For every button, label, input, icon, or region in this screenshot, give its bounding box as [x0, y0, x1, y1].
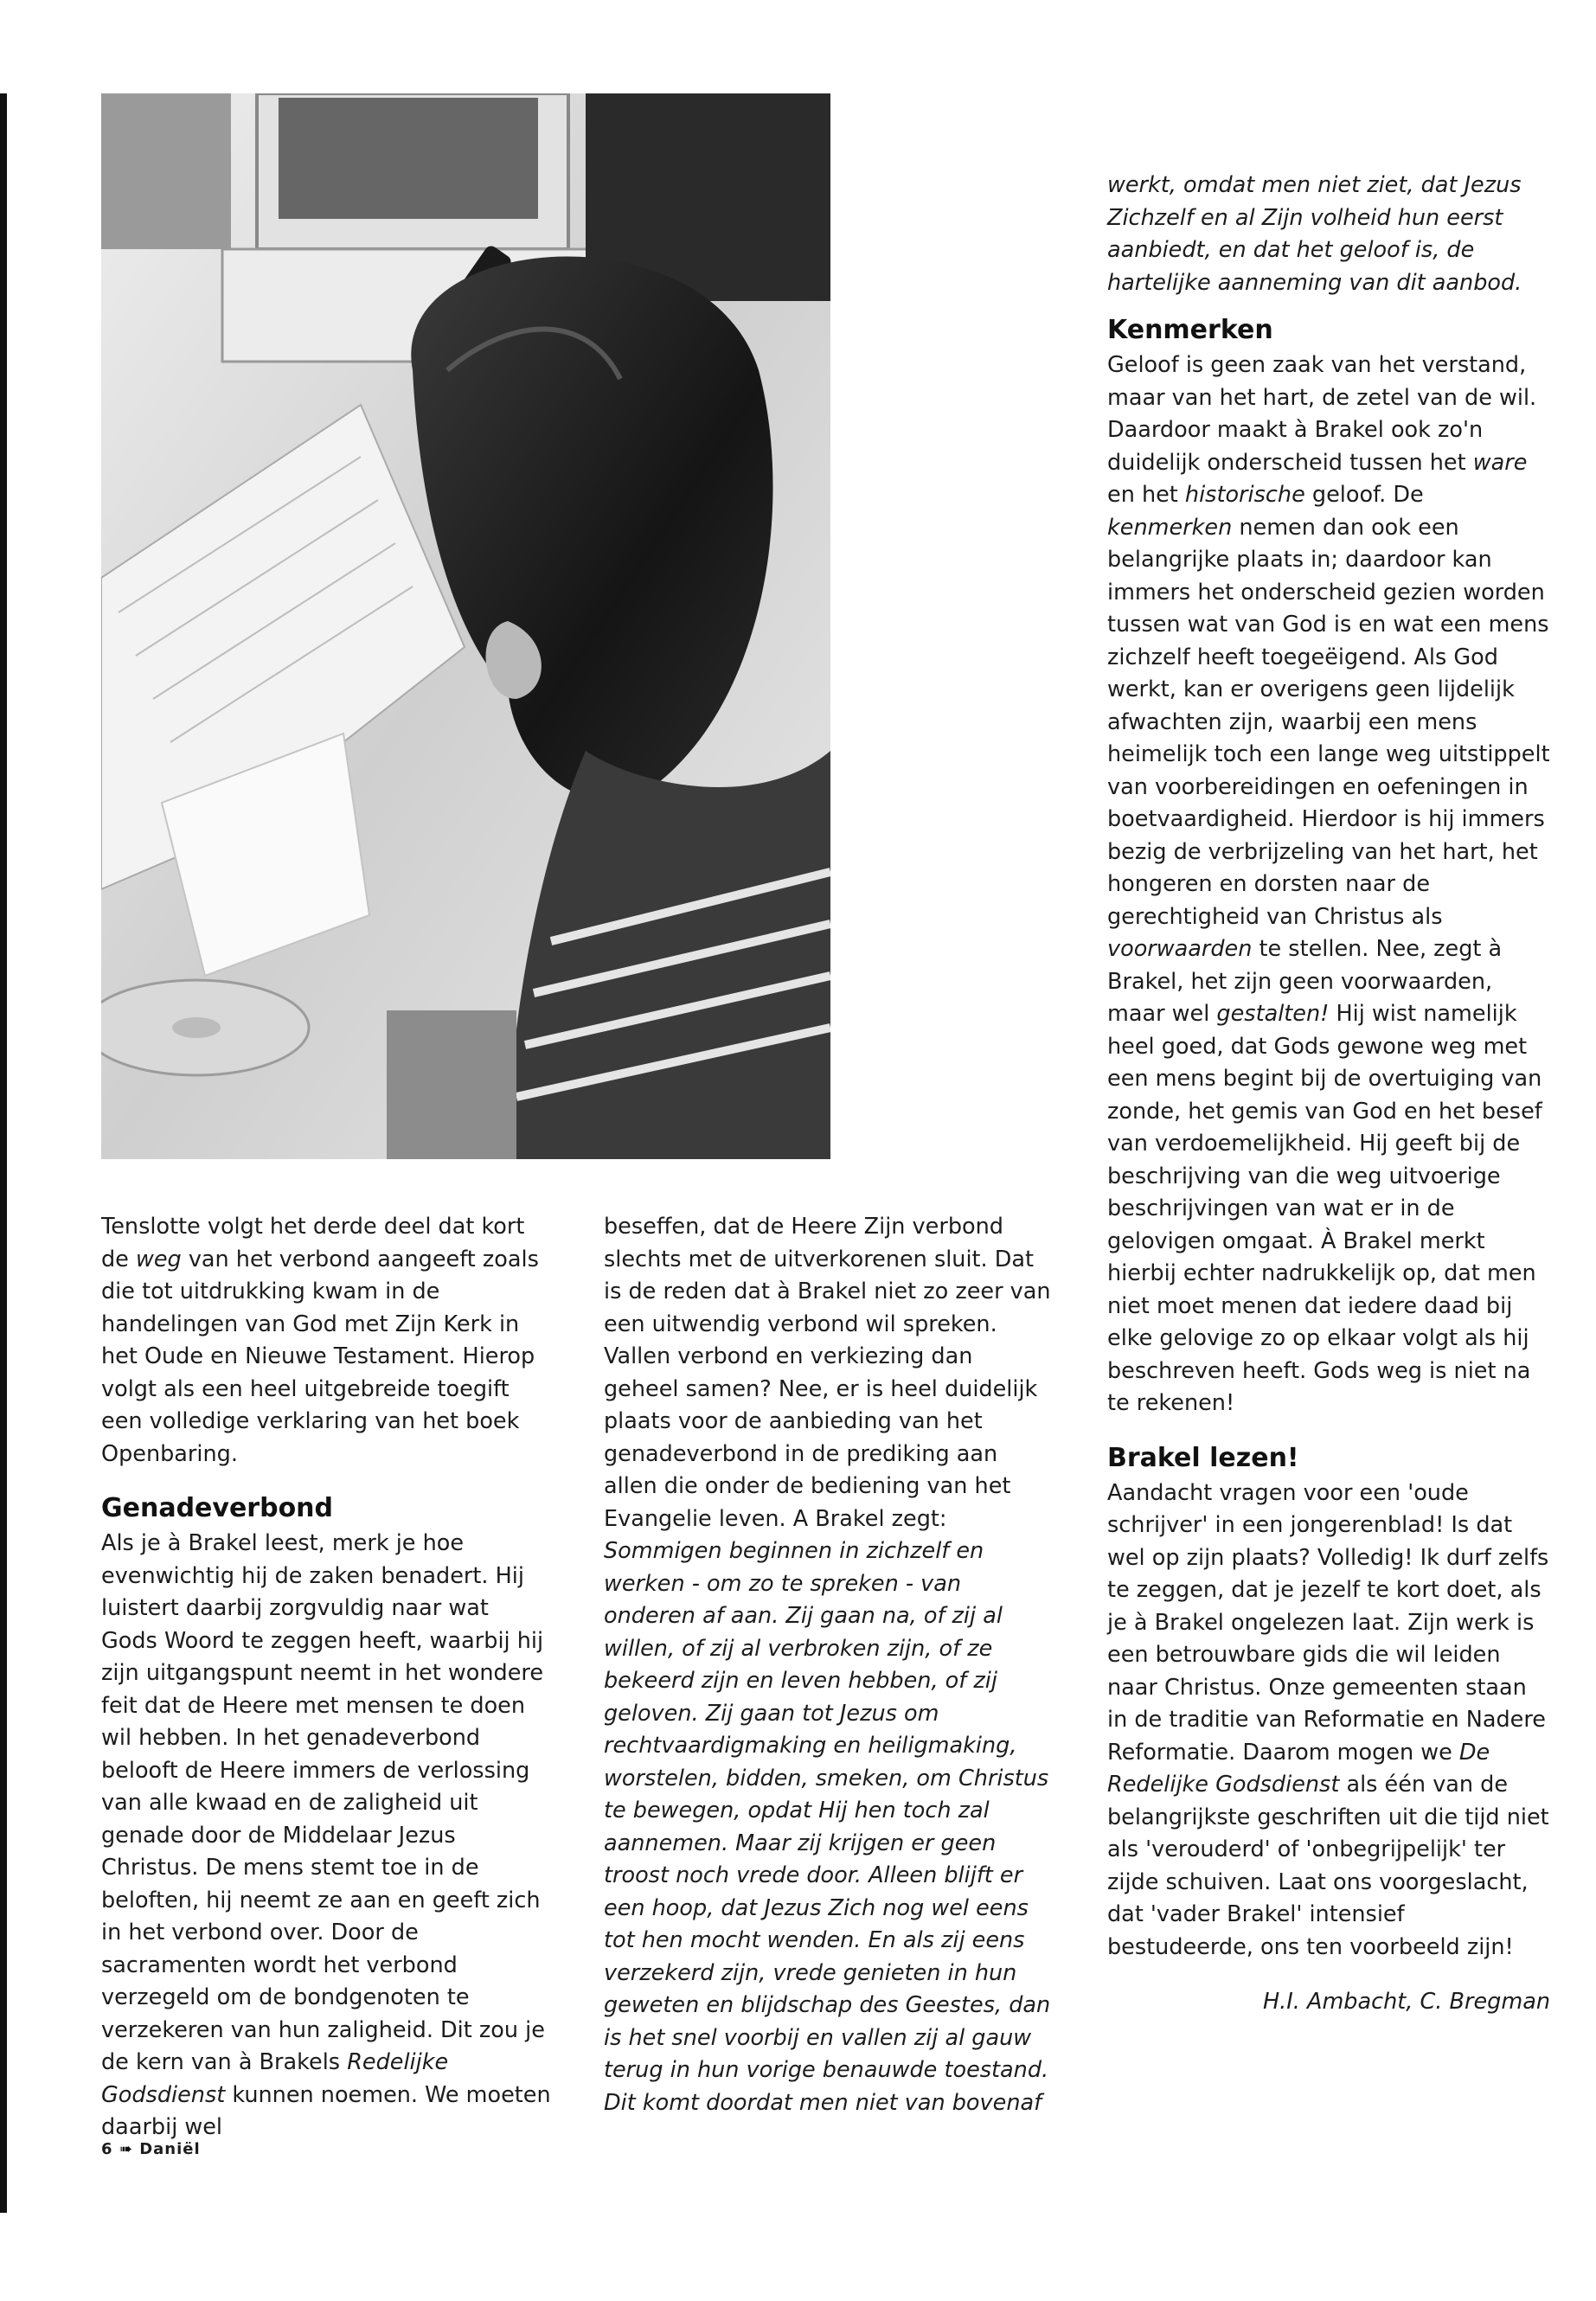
heading-genadeverbond: Genadeverbond — [101, 1493, 334, 1523]
paragraph-intro: Tenslotte volgt het derde deel dat kort de weg van het verbond aangeeft zoals die tot uitdrukking kwam in de handelingen van God met Zijn Kerk in het Oude en Nieuwe Testament. Hierop volgt als een heel uitgebreide toegift een volledige verklaring van het boek Openbaring. — [101, 1214, 539, 1467]
paragraph-kenmerken: Geloof is geen zaak van het verstand, maar van het hart, de zetel van de wil. Daardoor maakt à Brakel ook zo'n duidelijk onderscheid tussen het ware en het historische geloof. De kenmerken nemen dan ook een belangrijke plaats in; daardoor kan immers het onderscheid gezien worden tussen wat van God is en wat een mens zichzelf heeft toegeëigend. Als God werkt, kan er overigens geen lijdelijk afwachten zijn, waarbij een mens heimelijk toch een lange weg uitstippelt van voorbereidingen en oefeningen in boetvaardigheid. Hierdoor is hij immers bezig de verbrijzeling van het hart, het hongeren en dorsten naar de gerechtigheid van Christus als voorwaarden te stellen. Nee, zegt à Brakel, het zijn geen voorwaarden, maar wel gestalten! Hij wist namelijk heel goed, dat Gods gewone weg met een mens begint bij de overtuiging van zonde, het gemis van God en het besef van verdoemelijkheid. Hij geeft bij de beschrijving van die weg uitvoerige beschrijvingen van wat er in de gelovigen omgaat. À Brakel merkt hierbij echter nadrukkelijk op, dat men niet moet menen dat iedere daad bij elke gelovige zo op elkaar volgt als hij beschreven heeft. Gods weg is niet na te rekenen! — [1107, 352, 1550, 1416]
text-column-2 — [604, 1211, 1054, 2119]
page-edge-bar — [0, 93, 7, 2213]
page-number: 6 — [101, 2140, 113, 2158]
paragraph-genadeverbond: Als je à Brakel leest, merk je hoe evenwichtig hij de zaken benadert. Hij luistert daarbij zorgvuldig naar wat Gods Woord te zeggen heeft, waarbij hij zijn uitgangspunt neemt in het wondere feit dat de Heere met mensen te doen wil hebben. In het genadeverbond belooft de Heere immers de verlossing van alle kwaad en de zaligheid uit genade door de Middelaar Jezus Christus. De mens stemt toe in de beloften, hij neemt ze aan en geeft zich in het verbond over. Door de sacramenten wordt het verbond verzegeld om de bondgenoten te verzekeren van hun zaligheid. Dit zou je de kern van à Brakels Redelijke Godsdienst kunnen noemen. We moeten daarbij wel — [101, 1530, 551, 2140]
text-column-3 — [1107, 170, 1550, 2019]
magazine-name: Daniël — [139, 2140, 201, 2158]
author-signature: H.I. Ambacht, C. Bregman — [1263, 1989, 1550, 2015]
heading-brakel-lezen: Brakel lezen! — [1107, 1442, 1299, 1473]
text-column-1 — [101, 1211, 551, 2144]
paragraph-brakel-lezen: Aandacht vragen voor een 'oude schrijver' in een jongerenblad! Is dat wel op zijn plaats? Volledig! Ik durf zelfs te zeggen, dat je jezelf te kort doet, als je à Brakel ongelezen laat. Zijn werk is een betrouwbare gids die wil leiden naar Christus. Onze gemeenten staan in de traditie van Reformatie en Nadere Reformatie. Daarom mogen we De Redelijke Godsdienst als één van de belangrijkste geschriften uit die tijd niet als 'verouderd' of 'onbegrijpelijk' ter zijde schuiven. Laat ons voorgeslacht, dat 'vader Brakel' intensief bestudeerde, ons ten voorbeeld zijn! — [1107, 1479, 1549, 1960]
heading-kenmerken: Kenmerken — [1107, 315, 1273, 345]
arrow-icon: ➠ — [119, 2140, 133, 2158]
page-footer — [101, 2140, 201, 2158]
paragraph-quote-continuation: werkt, omdat men niet ziet, dat Jezus Zichzelf en al Zijn volheid hun eerst aanbiedt, en dat het geloof is, de hartelijke aanneming van dit aanbod. — [1107, 172, 1522, 296]
photo-girl-at-computer — [101, 93, 830, 1159]
paragraph-brakel-quote: beseffen, dat de Heere Zijn verbond slechts met de uitverkorenen sluit. Dat is de reden dat à Brakel niet zo zeer van een uitwendig verbond wil spreken. Vallen verbond en verkiezing dan geheel samen? Nee, er is heel duidelijk plaats voor de aanbieding van het genadeverbond in de prediking aan allen die onder de bediening van het Evangelie leven. A Brakel zegt: Sommigen beginnen in zichzelf en werken - om zo te spreken - van onderen af aan. Zij gaan na, of zij al willen, of zij al verbroken zijn, of ze bekeerd zijn en leven hebben, of zij geloven. Zij gaan tot Jezus om rechtvaardigmaking en heiligmaking, worstelen, bidden, smeken, om Christus te bewegen, opdat Hij hen toch zal aannemen. Maar zij krijgen er geen troost noch vrede door. Alleen blijft er een hoop, dat Jezus Zich nog wel eens tot hen mocht wenden. En als zij eens verzekerd zijn, vrede genieten in hun geweten en blijdschap des Geestes, dan is het snel voorbij en vallen zij al gauw terug in hun vorige benauwde toestand. Dit komt doordat men niet van bovenaf — [604, 1214, 1051, 2116]
